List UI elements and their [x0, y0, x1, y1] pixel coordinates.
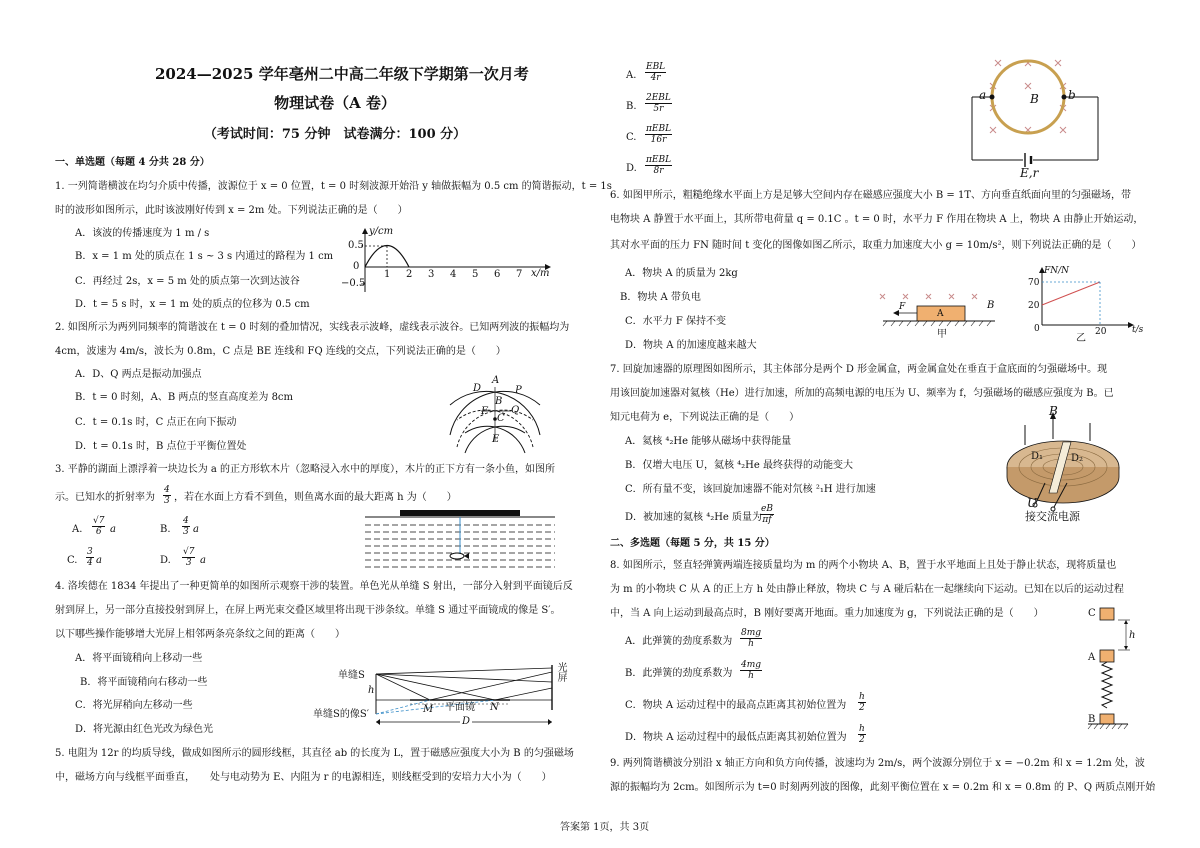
q7-stem-line1: 7. 回旋加速器的原理图如图所示，其主体部分是两个 D 形金属盒，两金属盒处在垂直于盒底面的匀强磁场中。现: [610, 364, 1108, 375]
q5-option-b-frac[interactable]: 2EBL 5r: [646, 93, 671, 114]
q2-option-a[interactable]: A．D、Q 两点是振动加强点: [75, 369, 202, 380]
q1-ylabel: y/cm: [369, 226, 394, 237]
q1-stem-line1: 1. 一列简谐横波在均匀介质中传播，波源位于 x = 0 位置，t = 0 时刻波源开始沿 y 轴做振幅为 0.5 cm 的简谐振动，t = 1s: [55, 181, 612, 192]
q6-block-label: A: [937, 309, 944, 319]
q8-option-b[interactable]: B．此弹簧的劲度系数为: [625, 668, 733, 679]
q3-option-a-label[interactable]: A.: [72, 524, 83, 535]
q5-option-c-frac[interactable]: πEBL 16r: [646, 124, 672, 145]
q5-option-c-label[interactable]: C.: [626, 132, 637, 143]
q4-option-a[interactable]: A．将平面镜稍向上移动一些: [75, 653, 203, 664]
q6-force-label: F: [899, 302, 906, 312]
q1-option-c[interactable]: C．再经过 2s，x = 5 m 处的质点第一次到达波谷: [75, 276, 300, 287]
q4-screen-label: 光屏: [555, 662, 566, 682]
q1-option-b[interactable]: B．x = 1 m 处的质点在 1 s ~ 3 s 内通过的路程为 1 cm: [75, 251, 334, 262]
q6-yi-xlabel: t/s: [1132, 325, 1144, 335]
q5-stem-line1: 5. 电阻为 12r 的均质导线，做成如图所示的圆形线框，其直径 ab 的长度为 L，置于磁感应强度大小为 B 的匀强磁场: [55, 748, 574, 759]
section-heading-multi: 二、多选题（每题 5 分，共 15 分）: [610, 538, 775, 549]
q5-option-b-label[interactable]: B.: [626, 101, 637, 112]
q2-label-c: C: [497, 413, 505, 424]
q3-option-b-label[interactable]: B.: [160, 524, 171, 535]
q2-label-a: A: [492, 375, 500, 386]
q4-stem-line3: 以下哪些操作能够增大光屏上相邻两条亮条纹之间的距离（ ）: [55, 629, 345, 640]
q5-ring-figure: [970, 55, 1105, 180]
q7-cyclotron-figure: [1005, 405, 1125, 525]
q2-label-f: F: [481, 406, 488, 417]
q8-option-a[interactable]: A．此弹簧的劲度系数为: [625, 636, 733, 647]
q5-label-field: B: [1030, 92, 1039, 106]
q5-option-d-frac[interactable]: πEBL 8r: [646, 155, 672, 176]
q2-label-e: E: [492, 434, 500, 445]
q5-label-source: E,r: [1020, 166, 1039, 180]
q8-stem-line2: 为 m 的小物块 C 从 A 的正上方 h 处由静止释放，物块 C 与 A 碰后粘在一起继续向下运动。已知在以后的运动过程: [610, 584, 1124, 595]
q7-caption: 接交流电源: [1025, 510, 1080, 523]
q3-option-c-label[interactable]: C.: [67, 555, 78, 566]
q2-option-c[interactable]: C．t = 0.1s 时，C 点正在向下振动: [75, 417, 237, 428]
q7-option-d-frac[interactable]: $\frac{eB}{\pi f}$: [761, 504, 773, 525]
q8-option-c-frac[interactable]: $\frac{h}{2}$: [859, 692, 865, 713]
q4-option-b[interactable]: B．将平面镜稍向右移动一些: [80, 677, 208, 688]
q3-water-figure: [365, 510, 555, 570]
q1-y-top: 0.5: [348, 240, 364, 251]
page-footer: 答案第 1页，共 3页: [560, 822, 650, 833]
q4-stem-line2: 射到屏上，另一部分直接投射到屏上，在屏上两光束交叠区域里将出现干涉条纹。单缝 S 通过平面镜成的像是 S′。: [55, 605, 561, 616]
q4-n-label: N: [490, 702, 499, 713]
q1-tick: 3: [428, 269, 435, 280]
q2-label-q: Q: [511, 405, 520, 416]
q2-interference-figure: [445, 375, 545, 455]
q5-stem-line2: 中，磁场方向与线框平面垂直， 处与电动势为 E、内阻为 r 的电源相连，则线框受到的安培力大小为（ ）: [55, 772, 552, 783]
exam-info: （考试时间：75 分钟 试卷满分：100 分）: [203, 127, 467, 142]
q6-yi-x20: 20: [1095, 327, 1107, 337]
q7-stem-line2: 用该回旋加速器对氦核（He）进行加速，所加的高频电源的电压为 U、频率为 f，匀强磁场的磁感应强度为 B。已: [610, 388, 1114, 399]
q3-option-d-label[interactable]: D.: [160, 555, 171, 566]
q7-option-b[interactable]: B．仅增大电压 U，氦核 ⁴₂He 最终获得的动能变大: [625, 460, 853, 471]
q7-option-d[interactable]: D．被加速的氦核 ⁴₂He 质量为: [625, 512, 763, 523]
q1-tick: 7: [516, 269, 523, 280]
q2-stem-line2: 4cm，波速为 4m/s，波长为 0.8m，C 点是 BE 连线和 FQ 连线的交点，下列说法正确的是（ ）: [55, 346, 506, 357]
q6-option-d[interactable]: D．物块 A 的加速度越来越大: [625, 340, 757, 351]
q8-option-d[interactable]: D．物块 A 运动过程中的最低点距离其初始位置为: [625, 732, 847, 743]
q1-y-bottom: −0.5: [341, 278, 366, 289]
q6-stem-line1: 6. 如图甲所示，粗糙绝缘水平面上方是足够大空间内存在磁感应强度大小 B = 1T、方向垂直纸面向里的匀强磁场，带: [610, 190, 1132, 201]
q3-option-c-frac[interactable]: $\frac{3}{4}$: [87, 547, 93, 568]
q6-fig-yi-graph: [1020, 265, 1165, 345]
q6-option-c[interactable]: C．水平力 F 保持不变: [625, 316, 726, 327]
q2-option-b[interactable]: B．t = 0 时刻，A、B 两点的竖直高度差为 8cm: [75, 392, 294, 403]
q9-stem-line2: 源的振幅均为 2cm。如图所示为 t=0 时刻两列波的图像，此刻平衡位置在 x = 0.2m 和 x = 0.8m 的 P、Q 两质点刚开始: [610, 782, 1156, 793]
q6-yi-x0: 0: [1034, 324, 1040, 334]
q1-tick: 2: [406, 269, 413, 280]
q4-h-label: h: [368, 685, 375, 696]
q8-option-b-frac[interactable]: $\frac{4mg}{h}$: [741, 660, 762, 681]
q4-image-label: 单缝S的像S′: [313, 709, 369, 720]
q1-y-zero: 0: [353, 261, 360, 272]
q6-yi-ylabel: FN/N: [1044, 266, 1070, 276]
q2-stem-line1: 2. 如图所示为两列同频率的简谐波在 t = 0 时刻的叠加情况，实线表示波峰，虚线表示波谷。已知两列波的振幅均为: [55, 322, 570, 333]
q8-spring-figure: [1080, 600, 1160, 730]
q2-label-b: B: [495, 396, 503, 407]
q1-stem-line2: 时的波形如图所示，此时该波刚好传到 x = 2m 处。下列说法正确的是（ ）: [55, 205, 408, 216]
q6-yi-y20: 20: [1028, 301, 1040, 311]
q1-xlabel: x/m: [531, 268, 550, 279]
q7-option-c[interactable]: C．所有量不变，该回旋加速器不能对氘核 ²₁H 进行加速: [625, 484, 876, 495]
paper-subtitle: 物理试卷（A 卷）: [274, 94, 396, 112]
q5-option-a-frac[interactable]: EBL 4r: [646, 62, 666, 83]
q4-mirror-label: 平面镜: [445, 702, 475, 713]
q5-label-b: b: [1068, 88, 1076, 102]
q6-field-label: B: [987, 300, 995, 311]
q3-option-b-var: a: [193, 524, 199, 535]
q5-option-d-label[interactable]: D.: [626, 163, 637, 174]
q8-stem-line3: 中，当 A 向上运动到最高点时，B 刚好要离开地面。重力加速度为 g，下列说法正确的是（ ）: [610, 608, 1044, 619]
q7-d1-label: D₁: [1031, 451, 1044, 462]
q6-stem-line3: 其对水平面的压力 FN 随时间 t 变化的图像如图乙所示，取重力加速度大小 g = 10m/s²，则下列说法正确的是（ ）: [610, 240, 1142, 251]
q4-lloyd-mirror-figure: [310, 660, 570, 730]
q6-fig-jia: [875, 288, 1005, 343]
q8-label-c: C: [1088, 608, 1096, 619]
q8-label-h: h: [1129, 630, 1136, 641]
q4-d-label: D: [462, 716, 471, 727]
q7-b-label: B: [1049, 404, 1058, 418]
q8-option-a-frac[interactable]: $\frac{8mg}{h}$: [741, 628, 762, 649]
q8-stem-line1: 8. 如图所示，竖直轻弹簧两端连接质量均为 m 的两个小物块 A、B，置于水平地面上且处于静止状态，现将质量也: [610, 560, 1117, 571]
q3-option-c-var: a: [96, 555, 102, 566]
q1-tick: 1: [384, 269, 391, 280]
q7-u-label: U: [1027, 496, 1038, 510]
q3-option-a-var: a: [110, 524, 116, 535]
q4-stem-line1: 4. 洛埃德在 1834 年提出了一种更简单的如图所示观察干涉的装置。单色光从单缝 S 射出，一部分入射到平面镜后反: [55, 581, 573, 592]
q6-stem-line2: 电物块 A 静置于水平面上，其所带电荷量 q = 0.1C 。t = 0 时，水平力 F 作用在物块 A 上，物块 A 由静止开始运动，: [610, 214, 1144, 225]
q6-option-a[interactable]: A．物块 A 的质量为 2kg: [625, 268, 738, 279]
q4-m-label: M: [423, 704, 434, 715]
q8-option-d-frac[interactable]: $\frac{h}{2}$: [859, 724, 865, 745]
q4-option-c[interactable]: C．将光屏稍向左移动一些: [75, 700, 193, 711]
q3-option-d-var: a: [200, 555, 206, 566]
q3-option-d-frac[interactable]: $\frac{√7}{3}$: [183, 547, 195, 568]
q2-option-d[interactable]: D．t = 0.1s 时，B 点位于平衡位置处: [75, 441, 247, 452]
q3-stem-line1: 3. 平静的湖面上漂浮着一块边长为 a 的正方形软木片（忽略浸入水中的厚度），木片的正下方有一条小鱼，如图所: [55, 464, 556, 475]
q6-yi-y70: 70: [1028, 278, 1040, 288]
exam-title: 2024—2025 学年亳州二中高二年级下学期第一次月考: [155, 65, 529, 83]
q9-stem-line1: 9. 两列简谐横波分别沿 x 轴正方向和负方向传播，波速均为 2m/s，两个波源分别位于 x = −0.2m 和 x = 1.2m 处，波: [610, 758, 1145, 769]
q1-tick: 4: [450, 269, 457, 280]
q3-stem-line2b: ，若在水面上方看不到鱼，则鱼离水面的最大距离 h 为（ ）: [174, 492, 457, 503]
q8-label-a: A: [1088, 652, 1096, 663]
q4-option-d[interactable]: D．将光源由红色光改为绿色光: [75, 724, 214, 735]
q3-option-b-frac[interactable]: $\frac{4}{3}$: [183, 516, 189, 537]
q3-option-a-frac[interactable]: $\frac{√7}{6}$: [93, 516, 105, 537]
q1-wave-graph: [335, 226, 560, 296]
q1-option-d[interactable]: D．t = 5 s 时，x = 1 m 处的质点的位移为 0.5 cm: [75, 299, 310, 310]
q2-label-p: P: [515, 385, 522, 396]
q6-option-b[interactable]: B．物块 A 带负电: [620, 292, 701, 303]
q6-caption-jia: 甲: [937, 329, 947, 340]
q8-label-b: B: [1088, 714, 1096, 725]
q1-tick: 5: [472, 269, 479, 280]
q3-refractive-index: $\frac{4}{3}$: [164, 485, 170, 506]
q7-option-a[interactable]: A．氦核 ⁴₂He 能够从磁场中获得能量: [625, 436, 792, 447]
q7-stem-line3: 知元电荷为 e，下列说法正确的是（ ）: [610, 412, 800, 423]
q7-d2-label: D₂: [1071, 453, 1084, 464]
q8-option-c[interactable]: C．物块 A 运动过程中的最高点距离其初始位置为: [625, 700, 847, 711]
section-heading-single: 一、单选题（每题 4 分共 28 分）: [55, 157, 210, 168]
q2-label-d: D: [473, 383, 482, 394]
q4-slit-label: 单缝S: [338, 670, 365, 681]
q3-stem-line2a: 示。已知水的折射率为: [55, 492, 155, 503]
q5-option-a-label[interactable]: A.: [626, 70, 637, 81]
q6-caption-yi: 乙: [1076, 333, 1086, 344]
q1-tick: 6: [494, 269, 501, 280]
q1-option-a[interactable]: A．该波的传播速度为 1 m / s: [75, 228, 210, 239]
q5-label-a: a: [979, 88, 987, 102]
